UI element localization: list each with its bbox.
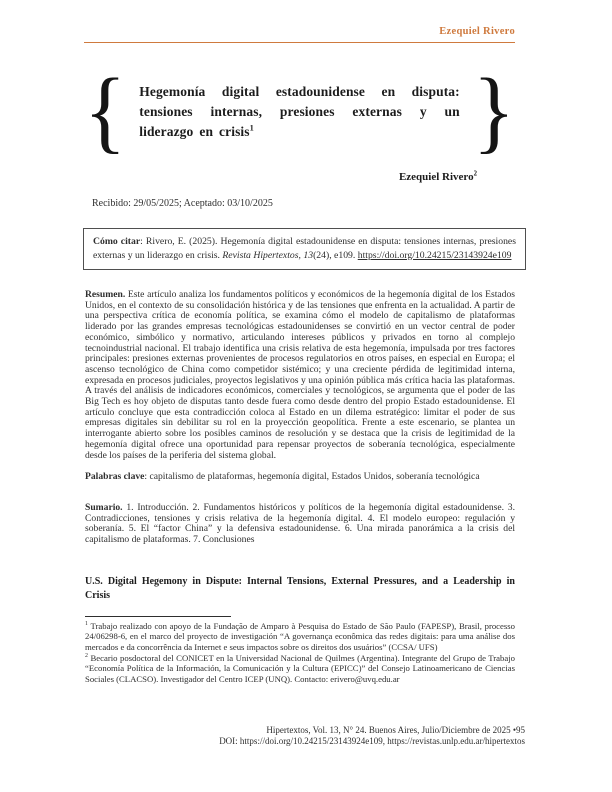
abstract-text: Este artículo analiza los fundamentos políticos y económicos de la hegemonía digital de los Estados Unidos, en el contexto de su consolidación histórica y de las tensiones que enfrenta en la actualidad. A partir de una perspectiva crítica de economía política, se examina cómo el modelo de capitalismo de plataformas liderado por las grandes empresas tecnológicas estadounidenses se convirtió en un vector central de poder económico, simbólico y normativo, articulando intereses públicos y privados en torno al complejo tecnoindustrial nacional. El trabajo identifica una crisis relativa de esta hegemonía, impulsada por tres factores principales: presiones externas provenientes de procesos regulatorios en otros países, en especial en Europa; el ascenso tecnológico de China como competidor sistémico; y una creciente pérdida de legitimidad interna, expresada en procesos judiciales, proyectos legislativos y una opinión pública más crítica hacia las plataformas. A través del análisis de indicadores económicos, comerciales y tecnológicos, se argumenta que el poder de las Big Tech es hoy objeto de disputas tanto desde fuera como desde dentro del propio Estado estadounidense. El artículo concluye que esta contradicción coloca al Estado en un dilema estratégico: limitar el poder de sus empresas digitales sin debilitar su rol en la proyección geopolítica. Frente a este escenario, se plantea un interrogante abierto sobre los posibles caminos de resolución y se destaca que la crisis de legitimidad de la hegemonía digital ofrece una oportunidad para repensar proyectos de soberanía tecnológica, especialmente desde los países de la periferia del sistema global. (85, 289, 515, 461)
citation-before-journal: : Rivero, E. (2025). Hegemonía digital estadounidense en disputa: tensiones internas, presiones externas y un liderazgo en crisis. (93, 236, 516, 261)
article-title-es (139, 82, 460, 142)
running-author-name: Ezequiel Rivero (439, 26, 515, 37)
title-footnote-ref: 1 (249, 123, 254, 133)
citation-doi-link[interactable]: https://doi.org/10.24215/23143924e109 (357, 249, 512, 261)
abstract-label: Resumen. (85, 289, 126, 300)
summary-paragraph (85, 503, 515, 546)
footnote-2-text: Becario posdoctoral del CONICET en la Universidad Nacional de Quilmes (Argentina). Integrante del Grupo de Trabajo “Economía Política de la Información, la Comunicación y la Cultura (EPICC)” del Consejo Latinoamericano de Ciencias Sociales (CLACSO). Investigador del Centro ICEP (UNQ). Contacto: erivero@uvq.edu.ar (85, 652, 515, 684)
citation-label: Cómo citar (93, 236, 141, 247)
footnote-2-ref: 2 (85, 652, 88, 659)
running-header (84, 26, 515, 43)
citation-after-journal: (24), e109. (313, 249, 358, 261)
page-footer (84, 725, 525, 747)
summary-label: Sumario. (85, 501, 123, 513)
keywords-label: Palabras clave (85, 471, 145, 483)
footer-doi-line: DOI: https://doi.org/10.24215/23143924e109, https://revistas.unlp.edu.ar/hipertextos (219, 735, 525, 746)
footnote-separator (85, 616, 231, 617)
abstract-paragraph (85, 290, 515, 461)
footnote-2 (85, 653, 515, 685)
citation-box (83, 228, 526, 270)
title-block (84, 60, 515, 163)
author-byline (84, 171, 477, 183)
citation-journal-title: Revista Hipertextos, 13 (222, 249, 314, 261)
keywords-line (85, 472, 515, 483)
footnote-1-ref: 1 (85, 620, 88, 627)
footnote-1-text: Trabajo realizado con apoyo de la Fundação de Amparo à Pesquisa do Estado de São Paulo (FAPESP), Brasil, processo 24/06298-6, en el marco del proyecto de investigación “A governança econômica das redes digitais: para uma análise dos mercados e da concorrência da Internet e seus impactos sobre os direitos dos usuários” (CCSA/ UFS) (85, 620, 515, 652)
footer-journal-line: Hipertextos, Vol. 13, N° 24. Buenos Aires, Julio/Diciembre de 2025 •95 (266, 725, 525, 735)
summary-text: 1. Introducción. 2. Fundamentos históricos y políticos de la hegemonía digital estadounidense. 3. Contradicciones, tensiones y crisis relativa de la hegemonía digital. 4. El modelo europeo: regulación y soberanía. 5. El “factor China” y la defensiva estadounidense. 6. Una mirada panorámica a la crisis del capitalismo de plataformas. 7. Conclusiones (85, 501, 515, 546)
keywords-text: : capitalismo de plataformas, hegemonía digital, Estados Unidos, soberanía tecnológica (144, 471, 480, 483)
english-title: U.S. Digital Hegemony in Dispute: Internal Tensions, External Pressures, and a Leadership in Crisis (85, 575, 515, 601)
right-brace: } (472, 60, 515, 163)
received-accepted-line: Recibido: 29/05/2025; Aceptado: 03/10/2025 (92, 198, 273, 209)
article-title-text: Hegemonía digital estadounidense en disputa: tensiones internas, presiones externas y un liderazgo en crisis (139, 84, 460, 139)
footnote-1 (85, 621, 515, 653)
author-footnote-ref: 2 (473, 170, 477, 178)
citation-text (93, 236, 516, 261)
author-name: Ezequiel Rivero (398, 171, 474, 183)
left-brace: { (84, 60, 127, 163)
footnotes-section (85, 621, 515, 685)
